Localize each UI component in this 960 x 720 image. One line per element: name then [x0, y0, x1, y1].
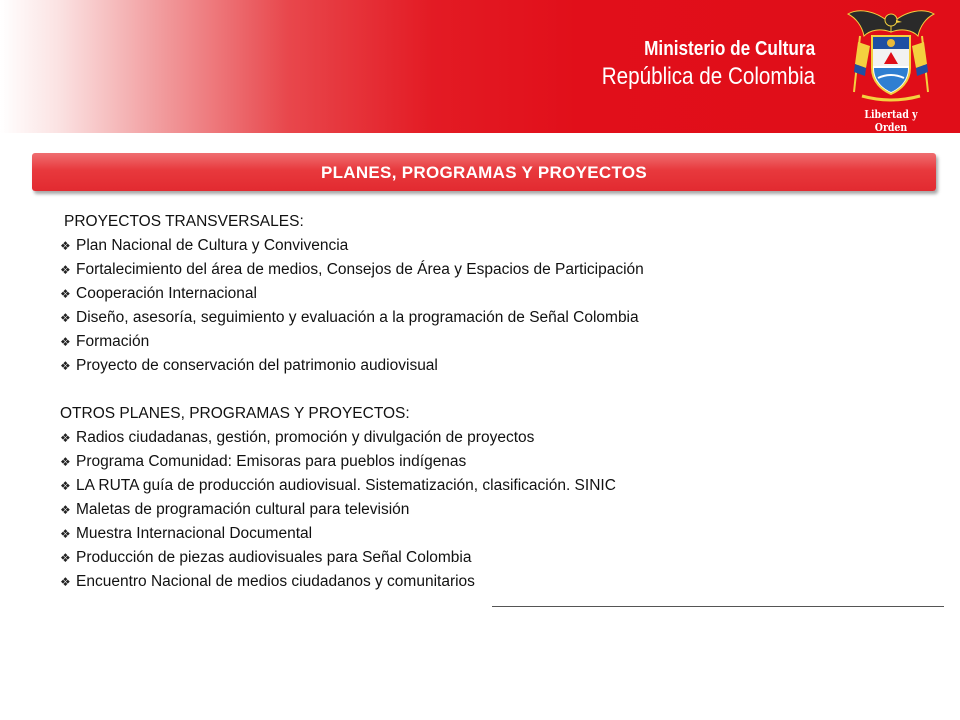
- diamond-bullet-icon: ❖: [60, 503, 71, 517]
- ministry-name: Ministerio de Cultura: [643, 38, 815, 60]
- diamond-bullet-icon: ❖: [60, 359, 71, 373]
- diamond-bullet-icon: ❖: [60, 311, 71, 325]
- list-item: ❖ Muestra Internacional Documental: [60, 522, 940, 546]
- spacer: [60, 378, 940, 402]
- section-title-bar: [32, 153, 936, 191]
- list-item: ❖ Formación: [60, 330, 940, 354]
- list-item: ❖ Cooperación Internacional: [60, 282, 940, 306]
- list-otros: [60, 426, 940, 594]
- ministry-title-block: [567, 36, 815, 92]
- diamond-bullet-icon: ❖: [60, 479, 71, 493]
- list-transversales: [60, 234, 940, 378]
- diamond-bullet-icon: ❖: [60, 335, 71, 349]
- list-item: ❖ Producción de piezas audiovisuales para Señal Colombia: [60, 546, 940, 570]
- country-name: República de Colombia: [601, 63, 815, 90]
- header-banner: [0, 0, 960, 133]
- diamond-bullet-icon: ❖: [60, 455, 71, 469]
- list-item: ❖ Plan Nacional de Cultura y Convivencia: [60, 234, 940, 258]
- diamond-bullet-icon: ❖: [60, 263, 71, 277]
- motto-text: Libertad y Orden: [864, 108, 918, 134]
- diamond-bullet-icon: ❖: [60, 431, 71, 445]
- list-item: ❖ Programa Comunidad: Emisoras para pueblos indígenas: [60, 450, 940, 474]
- list-item: ❖ Encuentro Nacional de medios ciudadanos y comunitarios: [60, 570, 940, 594]
- page-title: PLANES, PROGRAMAS Y PROYECTOS: [320, 163, 648, 182]
- list-item: ❖ Proyecto de conservación del patrimonio audiovisual: [60, 354, 940, 378]
- divider-line: [492, 606, 944, 607]
- section-heading-otros: OTROS PLANES, PROGRAMAS Y PROYECTOS:: [60, 405, 410, 422]
- list-item: ❖ Maletas de programación cultural para televisión: [60, 498, 940, 522]
- list-item: ❖ LA RUTA guía de producción audiovisual. Sistematización, clasificación. SINIC: [60, 474, 940, 498]
- list-item: ❖ Fortalecimiento del área de medios, Consejos de Área y Espacios de Participación: [60, 258, 940, 282]
- list-item: ❖ Radios ciudadanas, gestión, promoción y divulgación de proyectos: [60, 426, 940, 450]
- diamond-bullet-icon: ❖: [60, 287, 71, 301]
- content-body: [60, 210, 940, 594]
- diamond-bullet-icon: ❖: [60, 575, 71, 589]
- diamond-bullet-icon: ❖: [60, 527, 71, 541]
- diamond-bullet-icon: ❖: [60, 551, 71, 565]
- section-heading-transversales: PROYECTOS TRANSVERSALES:: [64, 213, 304, 230]
- diamond-bullet-icon: ❖: [60, 239, 71, 253]
- list-item: ❖ Diseño, asesoría, seguimiento y evaluación a la programación de Señal Colombia: [60, 306, 940, 330]
- coat-of-arms-icon: [840, 6, 942, 134]
